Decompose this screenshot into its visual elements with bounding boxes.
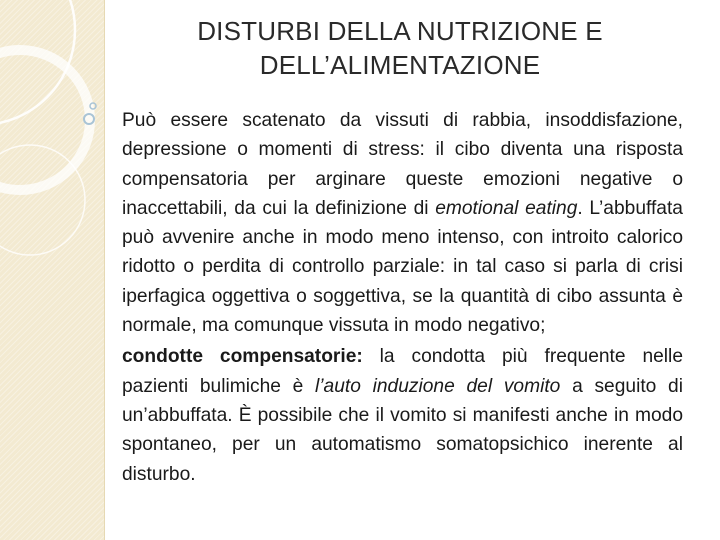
paragraph1-text-after: . L’abbuffata può avvenire anche in modo meno intenso, con introito calorico ridotto o perdita di controllo parziale: in tal caso si parla di crisi iperfagica oggettiva o soggettiva, se la quantità di cibo assunta è normale, ma comunque vissuta in modo negativo;: [122, 197, 683, 337]
paragraph-compensatory-behaviors: [122, 342, 683, 488]
slide-body: [122, 106, 683, 489]
paragraph2-text-before: la condotta più frequente nelle pazienti bulimiche è: [122, 346, 683, 397]
title-line-1: DISTURBI DELLA NUTRIZIONE E: [197, 16, 603, 46]
paragraph2-bold-label: condotte compensatorie:: [122, 346, 363, 368]
slide-title: [130, 14, 670, 82]
decorative-circles: [0, 0, 104, 540]
bullet-ring-icon: [82, 98, 112, 138]
paragraph2-text-after: a seguito di un’abbuffata. È possibile che il vomito si manifesti anche in modo spontaneo, per un automatismo somatopsichico inerente al disturbo.: [122, 375, 683, 485]
paragraph-emotional-eating: [122, 106, 683, 340]
sidebar-divider: [104, 0, 105, 540]
title-line-2: DELL’ALIMENTAZIONE: [259, 50, 541, 80]
paragraph1-emphasis: emotional eating: [435, 197, 578, 219]
paragraph2-emphasis: l’auto induzione del vomito: [315, 375, 561, 397]
decorative-sidebar: [0, 0, 104, 540]
paragraph1-text-before: Può essere scatenato da vissuti di rabbia, insoddisfazione, depressione o momenti di stress: il cibo diventa una risposta compensatoria per arginare queste emozioni negative o inaccettabili, da cui la definizione di: [122, 110, 683, 219]
